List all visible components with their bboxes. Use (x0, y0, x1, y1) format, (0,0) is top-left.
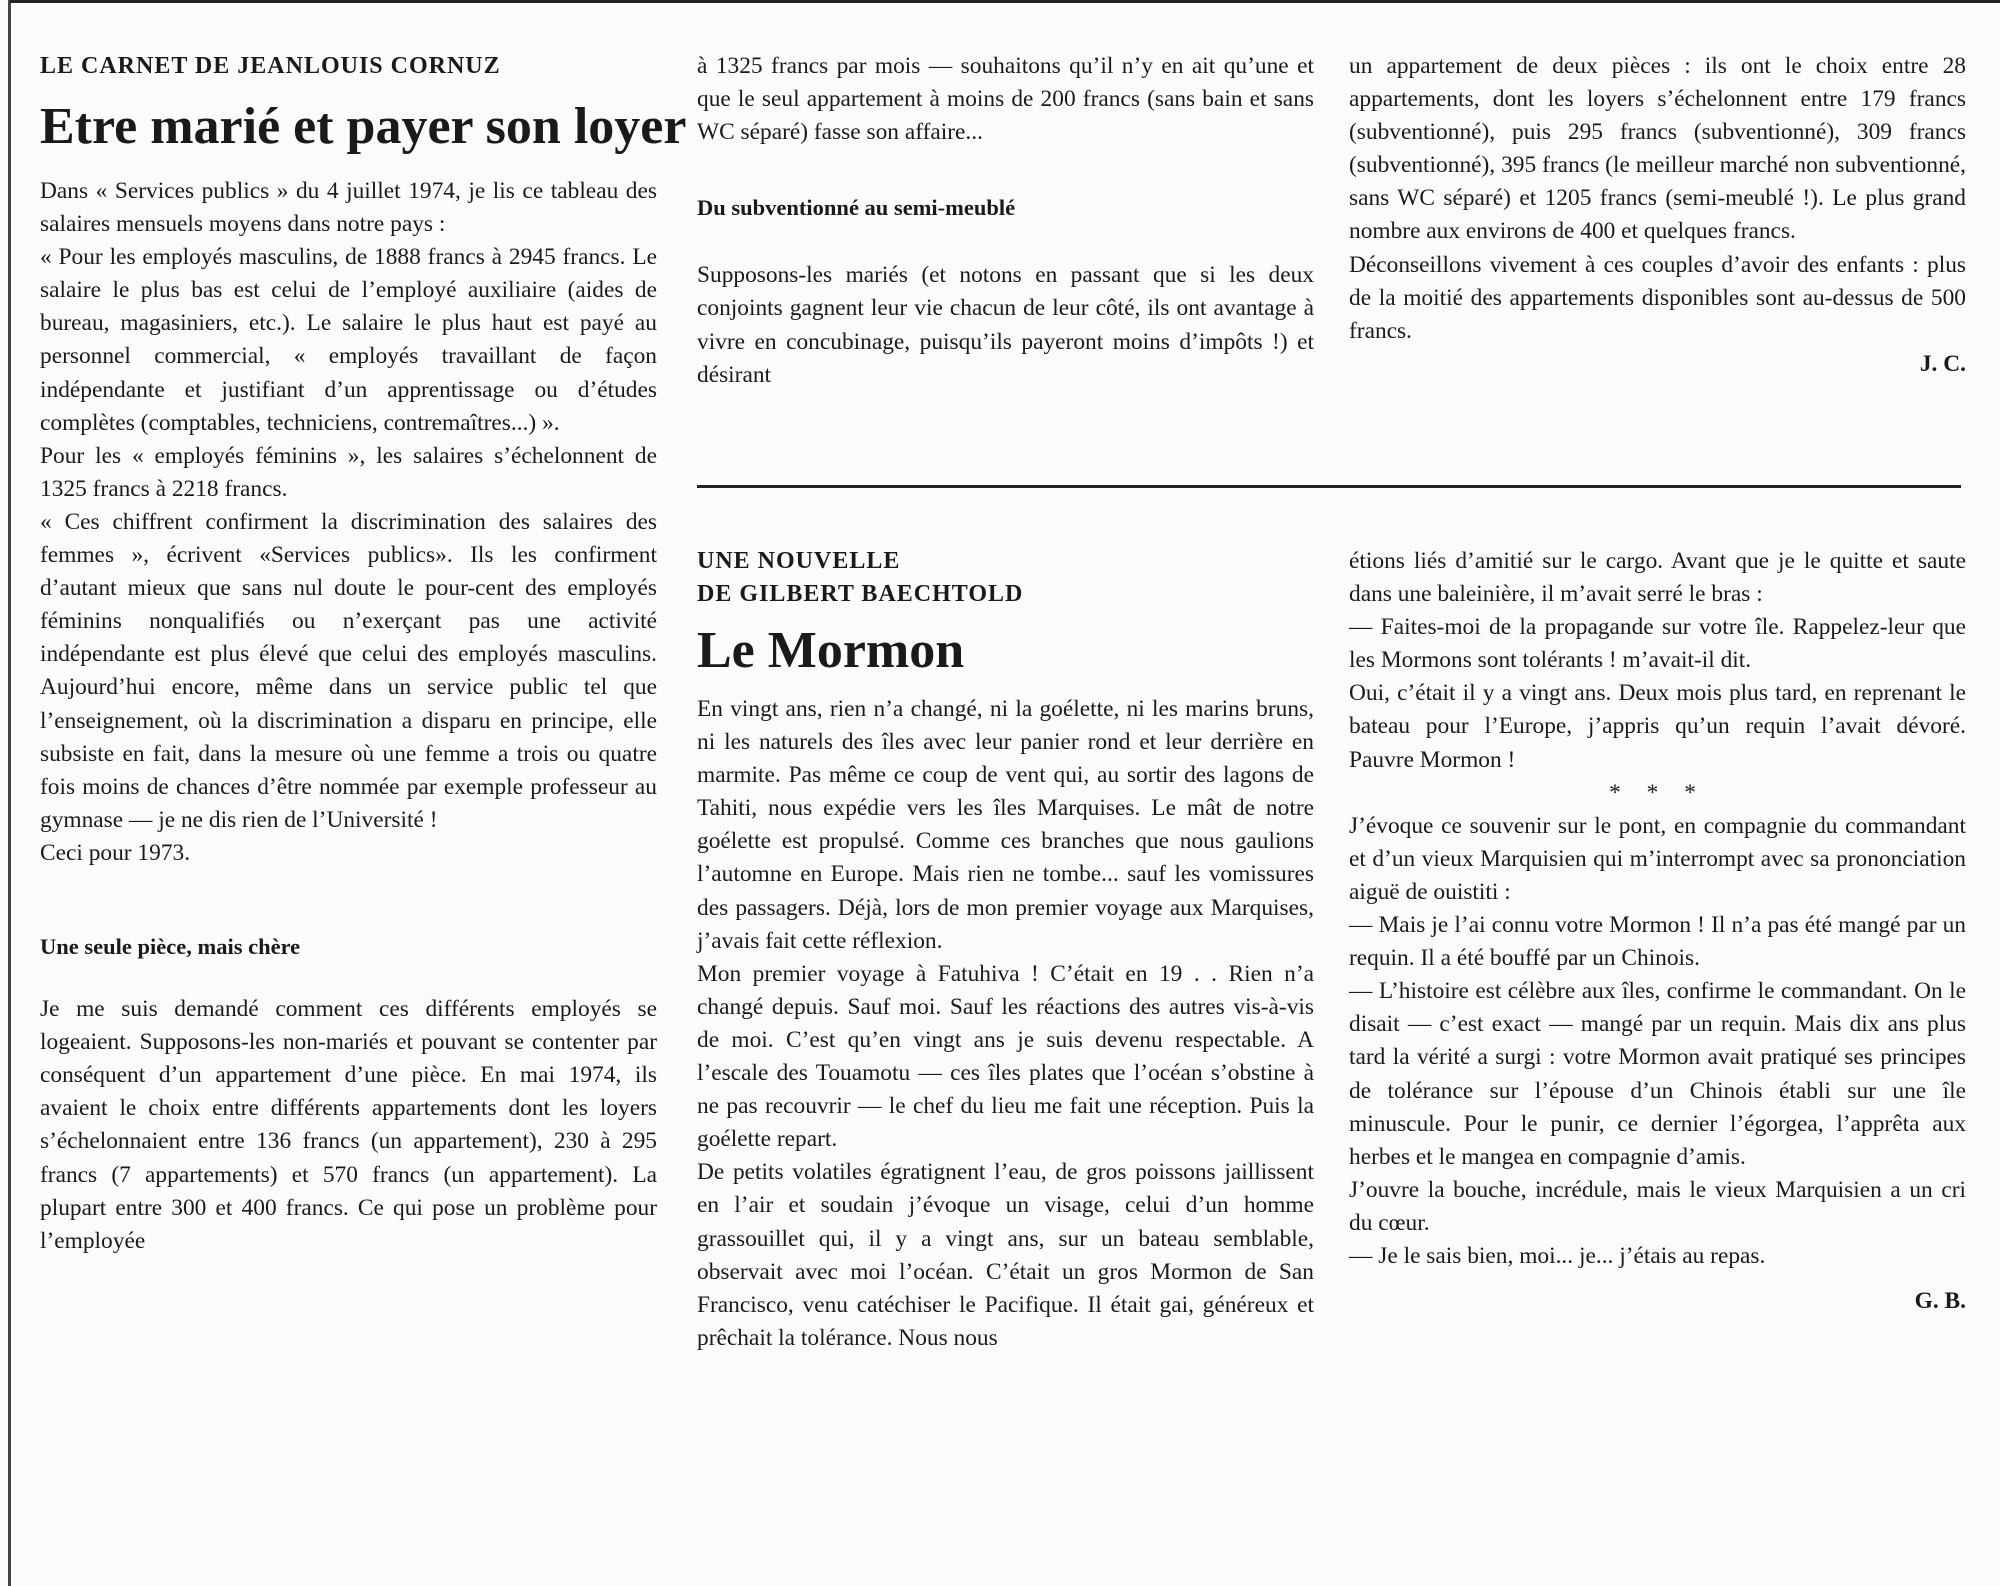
article1-column2 (697, 50, 1314, 392)
top-rule (10, 0, 2000, 3)
paragraph: Ceci pour 1973. (40, 839, 191, 866)
paragraph: De petits volatiles égratignent l’eau, de gros poissons jaillissent en l’air et soudain j’évoque un visage, celui d’un homme grassouillet qui, il y a vingt ans, sur un bateau semblable, observait avec moi l’océan. C’était un gros Mormon de San Francisco, venu catéchiser le Pacifique. Il était gai, généreux et prêchait la tolérance. Nous nous (697, 1159, 1314, 1351)
page-left-edge (8, 0, 11, 1586)
article2-kicker-line1: UNE NOUVELLE (697, 548, 901, 574)
article1-title: Etre marié et payer son loyer (40, 98, 687, 155)
article1-kicker: LE CARNET DE JEANLOUIS CORNUZ (40, 53, 501, 79)
paragraph: En vingt ans, rien n’a changé, ni la goélette, ni les marins bruns, ni les naturels des îles avec leur panier rond et leur derrière en marmite. Pas même ce coup de vent qui, au sortir des lagons de Tahiti, nous expédie vers les îles Marquises. Le mât de notre goélette est propulsé. Comme ces branches que nous gaulions l’automne en Europe. Mais rien ne tombe... sauf les vomissures des passagers. Déjà, lors de mon premier voyage aux Marquises, j’avais fait cette réflexion. (697, 696, 1314, 954)
paragraph: J’évoque ce souvenir sur le pont, en compagnie du commandant et d’un vieux Marquisien qui m’interrompt avec sa prononciation aiguë de ouistiti : (1349, 812, 1966, 905)
paragraph: Dans « Services publics » du 4 juillet 1974, je lis ce tableau des salaires mensuels moyens dans notre pays : (40, 178, 657, 238)
article-divider-rule (697, 485, 1961, 488)
article1-column1 (40, 50, 687, 1258)
section-separator: * * * (1609, 779, 1706, 806)
paragraph: Pour les « employés féminins », les salaires s’échelonnent de 1325 francs à 2218 francs. (40, 442, 657, 502)
article1-subhead1: Une seule pièce, mais chère (40, 933, 301, 959)
article2-column1 (697, 545, 1314, 1355)
paragraph: à 1325 francs par mois — souhaitons qu’il n’y en ait qu’une et que le seul appartement à moins de 200 francs (sans bain et sans WC séparé) fasse son affaire... (697, 53, 1314, 146)
article2-signature: G. B. (1914, 1288, 1966, 1315)
paragraph: — Faites-moi de la propagande sur votre île. Rappelez-leur que les Mormons sont tolérants ! m’avait-il dit. (1349, 614, 1966, 674)
article1-subhead2: Du subventionné au semi-meublé (697, 195, 1016, 221)
paragraph: « Ces chiffrent confirment la discrimination des salaires des femmes », écrivent «Services publics». Ils les confirment d’autant mieux que sans nul doute le pour-cent des employés féminins nonqualifiés ou n’exerçant pas une activité indépendante est plus élevé que celui des employés masculins. Aujourd’hui encore, même dans un service public tel que l’enseignement, où la discrimination a disparu en principe, elle subsiste en fait, dans la mesure où une femme a trois ou quatre fois moins de chances d’être nommée par exemple professeur au gymnase — je ne dis rien de l’Université ! (40, 508, 657, 833)
paragraph: un appartement de deux pièces : ils ont le choix entre 28 appartements, dont les loyers s’échelonnent entre 179 francs (subventionné), puis 295 francs (subventionné), 309 francs (subventionné), 395 francs (le meilleur marché non subventionné, sans WC séparé) et 1205 francs (semi-meublé !). Le plus grand nombre aux environs de 400 et quelques francs. (1349, 53, 1966, 245)
paragraph: Déconseillons vivement à ces couples d’avoir des enfants : plus de la moitié des appartements disponibles sont au-dessus de 500 francs. (1349, 251, 1966, 344)
paragraph: J’ouvre la bouche, incrédule, mais le vieux Marquisien a un cri du cœur. (1349, 1176, 1966, 1236)
article2-title: Le Mormon (697, 622, 965, 679)
article1-signature: J. C. (1919, 350, 1966, 377)
paragraph: Mon premier voyage à Fatuhiva ! C’était en 19 . . Rien n’a changé depuis. Sauf moi. Sauf les réactions des autres vis-à-vis de moi. C’est qu’en vingt ans je suis devenu respectable. A l’escale des Touamotu — ces îles plates que l’océan s’obstine à ne pas recouvrir — le chef du lieu me fait une réception. Puis la goélette repart. (697, 960, 1314, 1153)
paragraph: « Pour les employés masculins, de 1888 francs à 2945 francs. Le salaire le plus bas est celui de l’employé auxiliaire (aides de bureau, magasiniers, etc.). Le salaire le plus haut est payé au personnel commercial, « employés travaillant de façon indépendante et justifiant d’un apprentissage ou d’études complètes (comptables, techniciens, contremaîtres...) ». (40, 244, 657, 436)
paragraph: étions liés d’amitié sur le cargo. Avant que je le quitte et saute dans une baleinière, il m’avait serré le bras : (1349, 548, 1966, 608)
paragraph: — L’histoire est célèbre aux îles, confirme le commandant. On le disait — c’est exact — mangé par un requin. Mais dix ans plus tard la vérité a surgi : votre Mormon avait pratiqué ses principes de tolérance sur l’épouse d’un Chinois établi sur une île minuscule. Pour le punir, ce dernier l’égorgea, l’apprêta aux herbes et le mangea en compagnie d’amis. (1349, 978, 1966, 1170)
paragraph: — Mais je l’ai connu votre Mormon ! Il n’a pas été mangé par un requin. Il a été bouffé par un Chinois. (1349, 912, 1966, 972)
paragraph: — Je le sais bien, moi... je... j’étais au repas. (1349, 1242, 1766, 1269)
article2-column2 (1349, 545, 1966, 1318)
article1-column3 (1349, 50, 1966, 381)
paragraph: Supposons-les mariés (et notons en passant que si les deux conjoints gagnent leur vie chacun de leur côté, ils ont avantage à vivre en concubinage, puisqu’ils payeront moins d’impôts !) et désirant (697, 262, 1314, 388)
paragraph: Oui, c’était il y a vingt ans. Deux mois plus tard, en reprenant le bateau pour l’Europe, j’appris qu’un requin l’avait dévoré. Pauvre Mormon ! (1349, 680, 1966, 773)
paragraph: Je me suis demandé comment ces différents employés se logeaient. Supposons-les non-mariés et pouvant se contenter par conséquent d’un appartement d’une pièce. En mai 1974, ils avaient le choix entre différents appartements dont les loyers s’échelonnaient entre 136 francs (un appartement), 230 à 295 francs (7 appartements) et 570 francs (un appartement). La plupart entre 300 et 400 francs. Ce qui pose un problème pour l’employée (40, 996, 657, 1254)
article2-kicker-line2: DE GILBERT BAECHTOLD (697, 581, 1024, 607)
